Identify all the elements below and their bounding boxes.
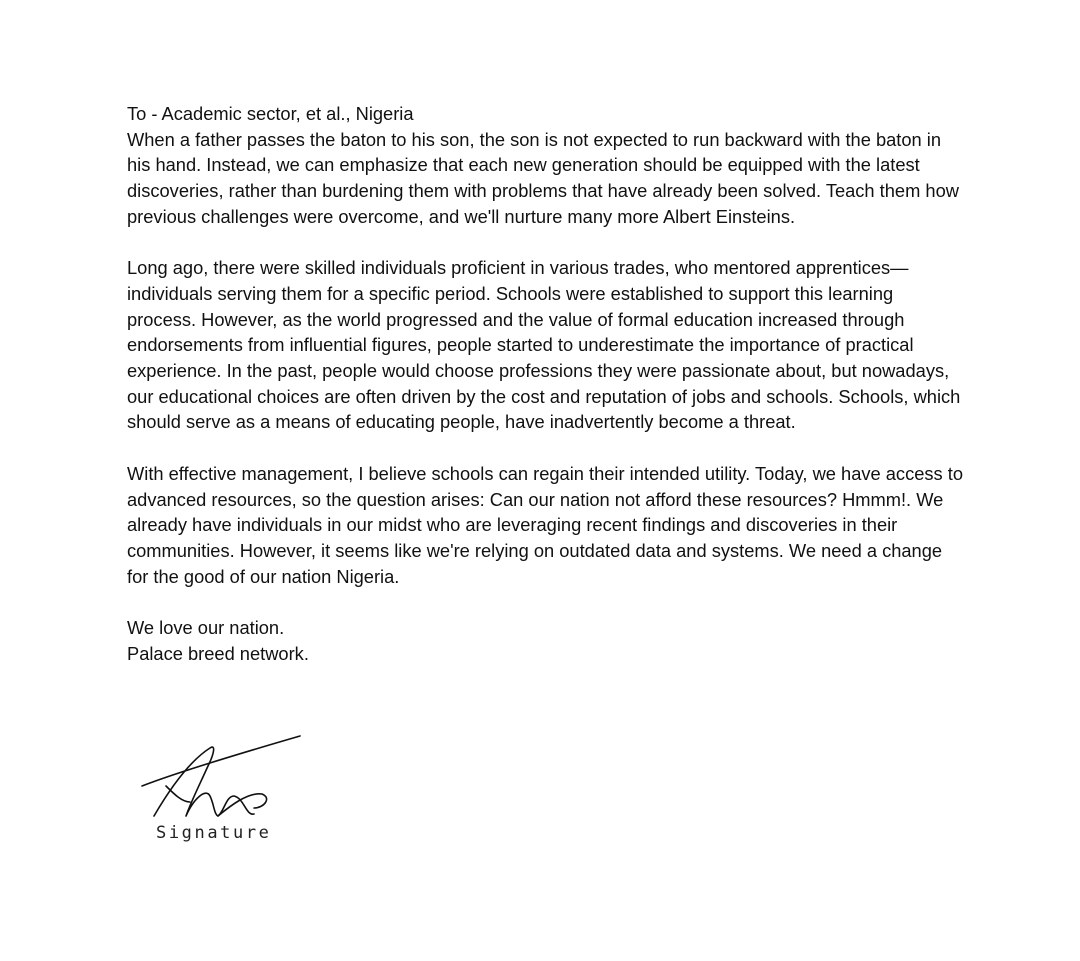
recipient-line: To - Academic sector, et al., Nigeria <box>127 103 414 124</box>
paragraph-baton: When a father passes the baton to his son, the son is not expected to run backward with the baton in his hand. Instead, we can emphasize that each new generation should be equipped with the latest discoveries, rather than burdening them with problems that have already been solved. Teach them how previous challenges were overcome, and we'll nurture many more Albert Einsteins. <box>127 128 959 227</box>
paragraph-apprentices: Long ago, there were skilled individuals proficient in various trades, who mentored apprentices—individuals serving them for a specific period. Schools were established to support this learning process. However, as the world progressed and the value of formal education increased through endorsements from influential figures, people started to underestimate the importance of practical experience. In the past, people would choose professions they were passionate about, but nowadays, our educational choices are often driven by the cost and reputation of jobs and schools. Schools, which should serve as a means of educating people, have inadvertently become a threat. <box>127 257 961 433</box>
closing-block <box>127 615 967 666</box>
signature-block <box>138 732 318 852</box>
closing-love-line: We love our nation. <box>127 617 285 639</box>
letter-body <box>127 101 967 666</box>
closing-sender-line: Palace breed network. <box>127 642 309 664</box>
paragraph-management: With effective management, I believe schools can regain their intended utility. Today, we have access to advanced resources, so the question arises: Can our nation not afford these resources? Hmmm!. We already have individuals in our midst who are leveraging recent findings and discoveries in their communities. However, it seems like we're relying on outdated data and systems. We need a change for the good of our nation Nigeria. <box>127 462 963 587</box>
signature-caption: Signature <box>156 823 272 843</box>
signature-scribble-icon <box>138 732 318 827</box>
